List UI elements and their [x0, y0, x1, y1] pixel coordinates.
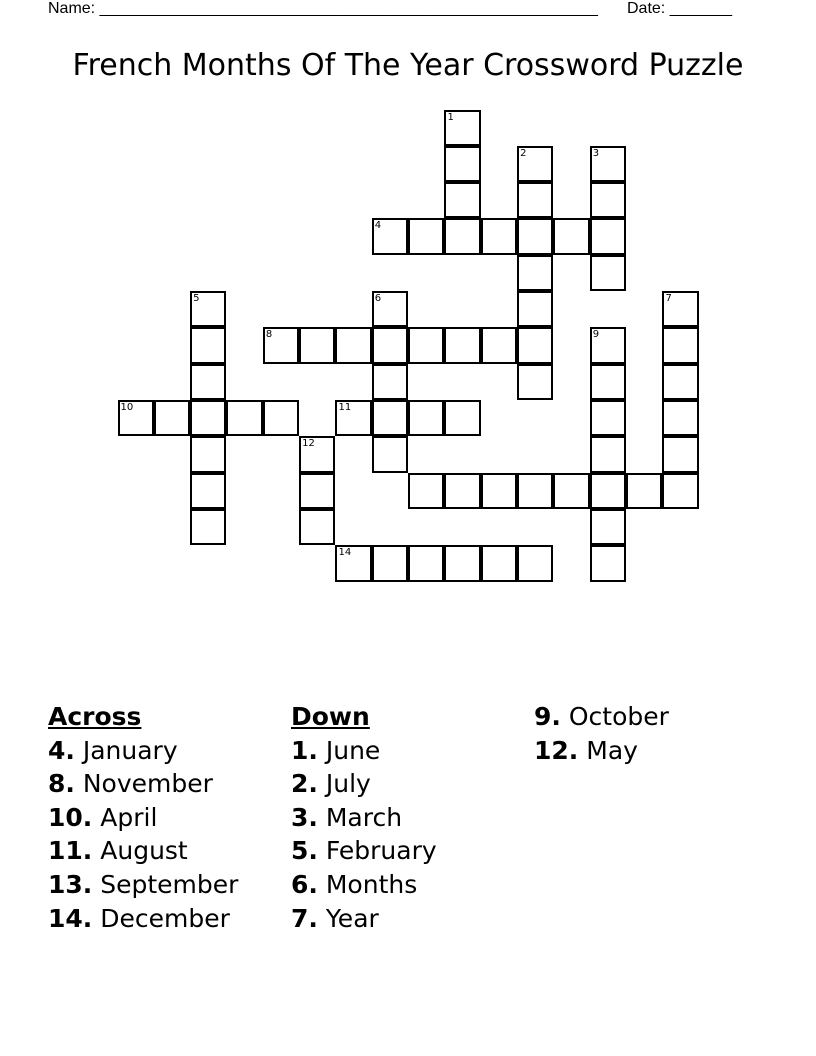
- crossword-cell[interactable]: [372, 291, 408, 327]
- crossword-cell[interactable]: [553, 218, 589, 254]
- crossword-cell[interactable]: [408, 327, 444, 363]
- clue-item: [48, 734, 238, 768]
- crossword-cell[interactable]: [517, 146, 553, 182]
- crossword-cell[interactable]: [517, 364, 553, 400]
- clue-number: 4: [374, 220, 382, 232]
- crossword-cell[interactable]: [263, 400, 299, 436]
- crossword-cell[interactable]: [299, 327, 335, 363]
- clue-text: January: [82, 735, 178, 765]
- clue-item: [48, 868, 238, 902]
- crossword-cell[interactable]: [590, 146, 626, 182]
- clue-text: July: [325, 769, 371, 799]
- clue-number-label: 13.: [48, 869, 93, 899]
- crossword-cell[interactable]: [517, 327, 553, 363]
- clue-number-label: 11.: [48, 836, 93, 866]
- crossword-cell[interactable]: [481, 218, 517, 254]
- clue-number-label: 14.: [48, 903, 93, 933]
- name-field-label: Name: ________________________________________________________: [48, 0, 598, 17]
- clue-text: March: [325, 802, 403, 832]
- crossword-cell[interactable]: [444, 110, 480, 146]
- crossword-cell[interactable]: [590, 400, 626, 436]
- crossword-cell[interactable]: [190, 473, 226, 509]
- crossword-cell[interactable]: [190, 436, 226, 472]
- clue-item: [534, 700, 669, 734]
- crossword-cell[interactable]: [408, 218, 444, 254]
- crossword-cell[interactable]: [444, 146, 480, 182]
- crossword-cell[interactable]: [444, 218, 480, 254]
- crossword-cell[interactable]: [372, 364, 408, 400]
- clue-number: 2: [520, 147, 527, 159]
- crossword-cell[interactable]: [226, 400, 262, 436]
- crossword-cell[interactable]: [335, 327, 371, 363]
- crossword-cell[interactable]: [590, 473, 626, 509]
- crossword-cell[interactable]: [517, 291, 553, 327]
- clue-item: [48, 902, 238, 936]
- crossword-cell[interactable]: [190, 364, 226, 400]
- crossword-cell[interactable]: [444, 327, 480, 363]
- clue-text: May: [586, 735, 638, 765]
- clue-item: [291, 767, 437, 801]
- crossword-cell[interactable]: [154, 400, 190, 436]
- down-clues: [291, 700, 437, 935]
- clue-number-label: 10.: [48, 802, 93, 832]
- clue-number-label: 9.: [534, 702, 561, 731]
- clue-item: [48, 767, 238, 801]
- crossword-cell[interactable]: [408, 400, 444, 436]
- clue-number: 12: [302, 438, 315, 450]
- clue-item: [48, 834, 238, 868]
- crossword-cell[interactable]: [335, 545, 371, 581]
- crossword-cell[interactable]: [444, 400, 480, 436]
- crossword-cell[interactable]: [662, 364, 698, 400]
- crossword-cell[interactable]: [590, 436, 626, 472]
- crossword-cell[interactable]: [662, 400, 698, 436]
- crossword-cell[interactable]: [372, 400, 408, 436]
- across-clues: [48, 700, 238, 935]
- clue-text: Year: [325, 903, 379, 933]
- date-field-label: Date: _______: [627, 0, 732, 17]
- crossword-cell[interactable]: [553, 473, 589, 509]
- crossword-cell[interactable]: [444, 545, 480, 581]
- clue-number: 10: [120, 402, 134, 414]
- crossword-cell[interactable]: [590, 545, 626, 581]
- crossword-cell[interactable]: [190, 327, 226, 363]
- clue-number-label: 12.: [534, 735, 579, 765]
- clue-text: April: [100, 802, 158, 832]
- clue-number-label: 2.: [291, 769, 318, 799]
- clue-number-label: 1.: [291, 735, 318, 765]
- clue-item: [291, 801, 437, 835]
- crossword-cell[interactable]: [517, 218, 553, 254]
- crossword-cell[interactable]: [190, 400, 226, 436]
- clue-number: 3: [592, 147, 600, 159]
- clue-number-label: 3.: [291, 802, 318, 832]
- clue-number: 8: [265, 329, 273, 341]
- crossword-cell[interactable]: [590, 182, 626, 218]
- crossword-cell[interactable]: [481, 473, 517, 509]
- crossword-cell[interactable]: [662, 327, 698, 363]
- clue-text: September: [100, 869, 239, 899]
- clue-item: [291, 902, 437, 936]
- crossword-cell[interactable]: [335, 400, 371, 436]
- crossword-cell[interactable]: [662, 436, 698, 472]
- clue-number: 11: [338, 402, 352, 414]
- crossword-cell[interactable]: [590, 255, 626, 291]
- crossword-cell[interactable]: [118, 400, 154, 436]
- crossword-cell[interactable]: [662, 291, 698, 327]
- clue-text: February: [325, 836, 437, 866]
- crossword-cell[interactable]: [590, 509, 626, 545]
- clue-text: August: [100, 836, 188, 866]
- clue-number: 9: [592, 329, 600, 341]
- crossword-cell[interactable]: [299, 509, 335, 545]
- crossword-cell[interactable]: [517, 182, 553, 218]
- clue-number-label: 7.: [291, 903, 318, 933]
- clue-text: Months: [325, 869, 418, 899]
- crossword-cell[interactable]: [626, 473, 662, 509]
- crossword-cell[interactable]: [299, 436, 335, 472]
- clue-number: 14: [338, 547, 352, 559]
- crossword-cell[interactable]: [590, 364, 626, 400]
- across-heading: Across: [48, 702, 142, 731]
- crossword-cell[interactable]: [372, 218, 408, 254]
- crossword-cell[interactable]: [444, 473, 480, 509]
- crossword-cell[interactable]: [517, 255, 553, 291]
- crossword-cell[interactable]: [517, 473, 553, 509]
- clue-number: 7: [665, 293, 672, 305]
- clue-item: [291, 834, 437, 868]
- crossword-cell[interactable]: [408, 545, 444, 581]
- crossword-cell[interactable]: [299, 473, 335, 509]
- clue-item: [291, 868, 437, 902]
- crossword-cell[interactable]: [481, 545, 517, 581]
- clue-item: [291, 734, 437, 768]
- clue-number-label: 5.: [291, 836, 318, 866]
- down-clues-continued: [534, 700, 669, 767]
- clue-text: November: [82, 769, 213, 799]
- crossword-cell[interactable]: [408, 473, 444, 509]
- clue-text: December: [100, 903, 230, 933]
- clue-number-label: 8.: [48, 769, 75, 799]
- page-title: French Months Of The Year Crossword Puzzle: [72, 48, 744, 83]
- crossword-cell[interactable]: [190, 509, 226, 545]
- crossword-cell[interactable]: [190, 291, 226, 327]
- crossword-cell[interactable]: [662, 473, 698, 509]
- crossword-cell[interactable]: [444, 182, 480, 218]
- crossword-cell[interactable]: [372, 436, 408, 472]
- crossword-cell[interactable]: [372, 545, 408, 581]
- clue-item: [534, 734, 669, 768]
- clue-text: June: [325, 735, 381, 765]
- clue-number: 1: [447, 111, 454, 123]
- clue-number-label: 6.: [291, 869, 318, 899]
- crossword-cell[interactable]: [263, 327, 299, 363]
- clue-number: 6: [374, 293, 382, 305]
- clue-number-label: 4.: [48, 735, 75, 765]
- crossword-cell[interactable]: [590, 218, 626, 254]
- crossword-cell[interactable]: [481, 327, 517, 363]
- clue-number: 5: [193, 293, 200, 305]
- crossword-cell[interactable]: [590, 327, 626, 363]
- clue-item: [48, 801, 238, 835]
- crossword-cell[interactable]: [372, 327, 408, 363]
- down-heading: Down: [291, 702, 370, 731]
- crossword-cell[interactable]: [517, 545, 553, 581]
- clue-text: October: [568, 702, 669, 731]
